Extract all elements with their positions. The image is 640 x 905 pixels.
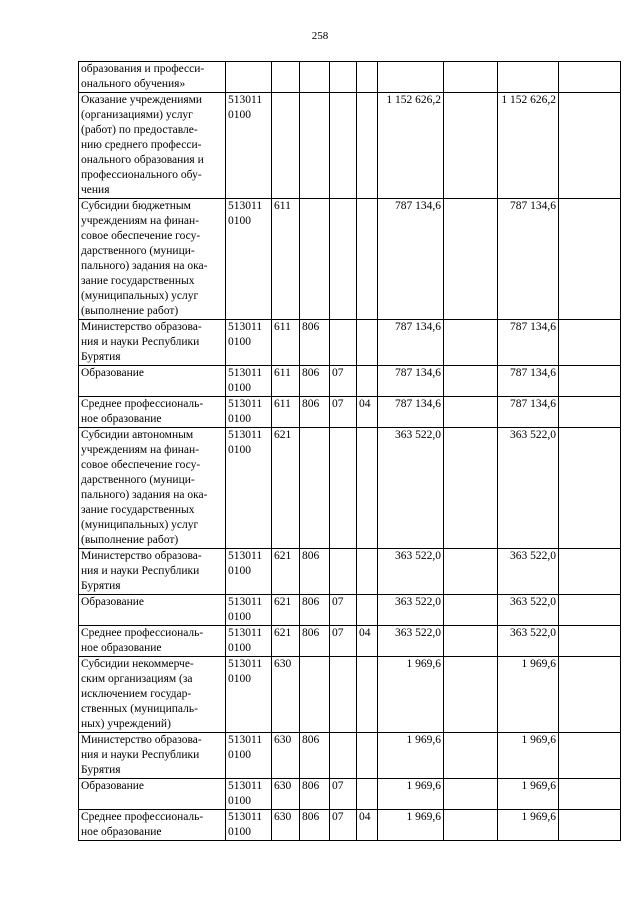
name-line: чения <box>81 184 110 196</box>
target-article-line: 513011 <box>228 398 263 410</box>
cell-section: 07 <box>330 779 357 810</box>
name-line: онального образования и <box>81 154 204 166</box>
cell-target-article <box>226 366 272 397</box>
name-line: Образование <box>81 780 145 792</box>
cell-subsection <box>357 93 378 199</box>
target-article-line: 0100 <box>228 215 251 227</box>
target-article-line: 513011 <box>228 367 263 379</box>
name-line: учреждениям на финан- <box>81 215 200 227</box>
cell-amount-4 <box>559 397 621 428</box>
cell-target-article <box>226 626 272 657</box>
cell-ministry-code <box>300 657 330 733</box>
cell-subsection <box>357 657 378 733</box>
target-article-line: 0100 <box>228 642 251 654</box>
target-article-line: 513011 <box>228 321 263 333</box>
name-line: ским организациям (за <box>81 673 193 685</box>
cell-amount-3: 1 969,6 <box>498 657 559 733</box>
cell-amount-1 <box>378 62 444 93</box>
cell-section <box>330 199 357 320</box>
name-line: Субсидии некоммерче- <box>81 658 194 670</box>
name-line: образования и професси- <box>81 63 205 75</box>
name-line: ния и науки Республики <box>81 336 200 348</box>
table-row <box>79 428 621 549</box>
name-line: (работ) по предоставле- <box>81 124 198 136</box>
table-row <box>79 62 621 93</box>
cell-ministry-code: 806 <box>300 320 330 366</box>
cell-amount-3 <box>498 62 559 93</box>
cell-expense-type: 611 <box>272 320 300 366</box>
cell-section <box>330 62 357 93</box>
cell-ministry-code <box>300 93 330 199</box>
target-article-line: 513011 <box>228 200 263 212</box>
cell-amount-2 <box>444 62 498 93</box>
name-line: ния и науки Республики <box>81 749 200 761</box>
name-line: исключением государ- <box>81 688 192 700</box>
target-article-line: 513011 <box>228 734 263 746</box>
cell-section: 07 <box>330 595 357 626</box>
name-line: Министерство образова- <box>81 734 202 746</box>
cell-name <box>79 595 226 626</box>
cell-amount-3: 1 969,6 <box>498 810 559 841</box>
target-article-line: 0100 <box>228 673 251 685</box>
cell-subsection <box>357 595 378 626</box>
cell-amount-1: 363 522,0 <box>378 428 444 549</box>
table-row <box>79 595 621 626</box>
cell-name <box>79 366 226 397</box>
cell-ministry-code <box>300 199 330 320</box>
cell-section <box>330 733 357 779</box>
name-line: дарственного (муници- <box>81 474 195 486</box>
cell-section <box>330 93 357 199</box>
name-line: учреждениям на финан- <box>81 444 200 456</box>
cell-subsection <box>357 62 378 93</box>
cell-expense-type <box>272 62 300 93</box>
cell-amount-4 <box>559 779 621 810</box>
name-line: Среднее профессиональ- <box>81 811 204 823</box>
cell-name <box>79 733 226 779</box>
cell-amount-4 <box>559 199 621 320</box>
cell-ministry-code: 806 <box>300 733 330 779</box>
target-article-line: 0100 <box>228 336 251 348</box>
cell-target-article <box>226 62 272 93</box>
table-row <box>79 549 621 595</box>
cell-amount-3: 1 969,6 <box>498 733 559 779</box>
cell-target-article <box>226 733 272 779</box>
cell-amount-4 <box>559 428 621 549</box>
cell-amount-2 <box>444 733 498 779</box>
cell-target-article <box>226 320 272 366</box>
name-line: Субсидии бюджетным <box>81 200 191 212</box>
cell-expense-type: 611 <box>272 199 300 320</box>
cell-amount-2 <box>444 657 498 733</box>
target-article-line: 0100 <box>228 749 251 761</box>
cell-name <box>79 62 226 93</box>
name-line: (муниципальных) услуг <box>81 290 199 302</box>
name-line: пального) задания на ока- <box>81 260 208 272</box>
cell-amount-2 <box>444 626 498 657</box>
cell-ministry-code: 806 <box>300 595 330 626</box>
cell-amount-1: 363 522,0 <box>378 549 444 595</box>
cell-ministry-code <box>300 62 330 93</box>
table-row <box>79 810 621 841</box>
target-article-line: 0100 <box>228 795 251 807</box>
cell-amount-1: 363 522,0 <box>378 626 444 657</box>
cell-amount-3: 787 134,6 <box>498 397 559 428</box>
table-row <box>79 733 621 779</box>
cell-amount-1: 787 134,6 <box>378 320 444 366</box>
cell-section: 07 <box>330 366 357 397</box>
name-line: ния и науки Республики <box>81 565 200 577</box>
cell-amount-1: 1 969,6 <box>378 657 444 733</box>
cell-amount-1: 1 969,6 <box>378 810 444 841</box>
cell-amount-4 <box>559 62 621 93</box>
cell-amount-1: 1 969,6 <box>378 779 444 810</box>
cell-subsection <box>357 779 378 810</box>
cell-ministry-code: 806 <box>300 366 330 397</box>
cell-target-article <box>226 428 272 549</box>
cell-amount-1: 787 134,6 <box>378 366 444 397</box>
target-article-line: 513011 <box>228 596 263 608</box>
table-row <box>79 779 621 810</box>
cell-expense-type: 621 <box>272 595 300 626</box>
cell-name <box>79 428 226 549</box>
cell-section <box>330 428 357 549</box>
cell-subsection: 04 <box>357 626 378 657</box>
name-line: Среднее профессиональ- <box>81 398 204 410</box>
table-row <box>79 199 621 320</box>
cell-amount-3: 787 134,6 <box>498 199 559 320</box>
name-line: Образование <box>81 596 145 608</box>
cell-amount-3: 1 969,6 <box>498 779 559 810</box>
name-line: Министерство образова- <box>81 321 202 333</box>
name-line: (организациями) услуг <box>81 109 193 121</box>
cell-subsection: 04 <box>357 810 378 841</box>
cell-amount-4 <box>559 595 621 626</box>
target-article-line: 513011 <box>228 429 263 441</box>
cell-amount-2 <box>444 397 498 428</box>
table-row <box>79 626 621 657</box>
name-line: совое обеспечение госу- <box>81 459 201 471</box>
name-line: (выполнение работ) <box>81 305 179 317</box>
cell-amount-4 <box>559 733 621 779</box>
cell-name <box>79 199 226 320</box>
cell-amount-2 <box>444 779 498 810</box>
name-line: Бурятия <box>81 764 121 776</box>
cell-expense-type: 621 <box>272 549 300 595</box>
cell-amount-1: 1 152 626,2 <box>378 93 444 199</box>
cell-amount-1: 1 969,6 <box>378 733 444 779</box>
cell-amount-1: 787 134,6 <box>378 199 444 320</box>
cell-section: 07 <box>330 626 357 657</box>
name-line: совое обеспечение госу- <box>81 230 201 242</box>
cell-expense-type: 630 <box>272 733 300 779</box>
target-article-line: 513011 <box>228 94 263 106</box>
cell-ministry-code <box>300 428 330 549</box>
cell-section <box>330 657 357 733</box>
cell-target-article <box>226 199 272 320</box>
cell-name <box>79 657 226 733</box>
cell-target-article <box>226 93 272 199</box>
cell-subsection <box>357 199 378 320</box>
cell-subsection <box>357 428 378 549</box>
name-line: ных) учреждений) <box>81 718 171 730</box>
cell-amount-3: 363 522,0 <box>498 549 559 595</box>
cell-ministry-code: 806 <box>300 779 330 810</box>
cell-amount-2 <box>444 320 498 366</box>
cell-target-article <box>226 549 272 595</box>
target-article-line: 0100 <box>228 826 251 838</box>
target-article-line: 513011 <box>228 658 263 670</box>
name-line: Среднее профессиональ- <box>81 627 204 639</box>
cell-amount-3: 787 134,6 <box>498 366 559 397</box>
cell-subsection: 04 <box>357 397 378 428</box>
name-line: зание государственных <box>81 504 195 516</box>
budget-table <box>78 61 621 841</box>
target-article-line: 513011 <box>228 627 263 639</box>
target-article-line: 513011 <box>228 780 263 792</box>
cell-amount-3: 363 522,0 <box>498 626 559 657</box>
cell-section: 07 <box>330 397 357 428</box>
target-article-line: 0100 <box>228 109 251 121</box>
name-line: профессионального обу- <box>81 169 202 181</box>
cell-subsection <box>357 733 378 779</box>
target-article-line: 0100 <box>228 611 251 623</box>
name-line: пального) задания на ока- <box>81 489 208 501</box>
cell-amount-2 <box>444 199 498 320</box>
target-article-line: 0100 <box>228 444 251 456</box>
cell-amount-4 <box>559 657 621 733</box>
cell-target-article <box>226 810 272 841</box>
target-article-line: 513011 <box>228 811 263 823</box>
table-row <box>79 366 621 397</box>
name-line: Министерство образова- <box>81 550 202 562</box>
cell-ministry-code: 806 <box>300 810 330 841</box>
cell-amount-4 <box>559 366 621 397</box>
cell-section <box>330 320 357 366</box>
name-line: Образование <box>81 367 145 379</box>
cell-amount-1: 363 522,0 <box>378 595 444 626</box>
cell-amount-2 <box>444 549 498 595</box>
cell-target-article <box>226 397 272 428</box>
cell-subsection <box>357 320 378 366</box>
cell-ministry-code: 806 <box>300 397 330 428</box>
name-line: Бурятия <box>81 580 121 592</box>
cell-name <box>79 320 226 366</box>
cell-subsection <box>357 366 378 397</box>
cell-amount-4 <box>559 626 621 657</box>
target-article-line: 0100 <box>228 382 251 394</box>
cell-amount-2 <box>444 93 498 199</box>
cell-expense-type: 621 <box>272 428 300 549</box>
cell-subsection <box>357 549 378 595</box>
name-line: ное образование <box>81 413 162 425</box>
name-line: (муниципальных) услуг <box>81 519 199 531</box>
name-line: дарственного (муници- <box>81 245 195 257</box>
cell-amount-2 <box>444 810 498 841</box>
page-number: 258 <box>311 30 329 42</box>
cell-amount-2 <box>444 428 498 549</box>
cell-section <box>330 549 357 595</box>
cell-amount-3: 1 152 626,2 <box>498 93 559 199</box>
name-line: ственных (муниципаль- <box>81 703 198 715</box>
name-line: Оказание учреждениями <box>81 94 203 106</box>
cell-name <box>79 810 226 841</box>
name-line: ное образование <box>81 826 162 838</box>
cell-expense-type: 621 <box>272 626 300 657</box>
cell-amount-2 <box>444 595 498 626</box>
cell-amount-4 <box>559 810 621 841</box>
cell-expense-type <box>272 93 300 199</box>
cell-amount-4 <box>559 93 621 199</box>
cell-expense-type: 611 <box>272 366 300 397</box>
table-row <box>79 397 621 428</box>
cell-amount-4 <box>559 549 621 595</box>
name-line: (выполнение работ) <box>81 534 179 546</box>
cell-amount-3: 787 134,6 <box>498 320 559 366</box>
cell-section: 07 <box>330 810 357 841</box>
name-line: зание государственных <box>81 275 195 287</box>
cell-name <box>79 93 226 199</box>
cell-expense-type: 611 <box>272 397 300 428</box>
name-line: нию среднего професси- <box>81 139 202 151</box>
cell-expense-type: 630 <box>272 810 300 841</box>
table-body <box>79 62 621 841</box>
cell-amount-3: 363 522,0 <box>498 595 559 626</box>
cell-ministry-code: 806 <box>300 549 330 595</box>
cell-amount-3: 363 522,0 <box>498 428 559 549</box>
target-article-line: 513011 <box>228 550 263 562</box>
cell-amount-2 <box>444 366 498 397</box>
cell-amount-4 <box>559 320 621 366</box>
cell-target-article <box>226 595 272 626</box>
cell-amount-1: 787 134,6 <box>378 397 444 428</box>
name-line: Бурятия <box>81 351 121 363</box>
table-row <box>79 93 621 199</box>
cell-name <box>79 779 226 810</box>
cell-ministry-code: 806 <box>300 626 330 657</box>
name-line: онального обучения» <box>81 78 186 90</box>
cell-name <box>79 626 226 657</box>
target-article-line: 0100 <box>228 565 251 577</box>
cell-expense-type: 630 <box>272 779 300 810</box>
table-row <box>79 657 621 733</box>
cell-name <box>79 549 226 595</box>
cell-target-article <box>226 657 272 733</box>
cell-target-article <box>226 779 272 810</box>
name-line: ное образование <box>81 642 162 654</box>
cell-name <box>79 397 226 428</box>
cell-expense-type: 630 <box>272 657 300 733</box>
table-row <box>79 320 621 366</box>
name-line: Субсидии автономным <box>81 429 194 441</box>
target-article-line: 0100 <box>228 413 251 425</box>
